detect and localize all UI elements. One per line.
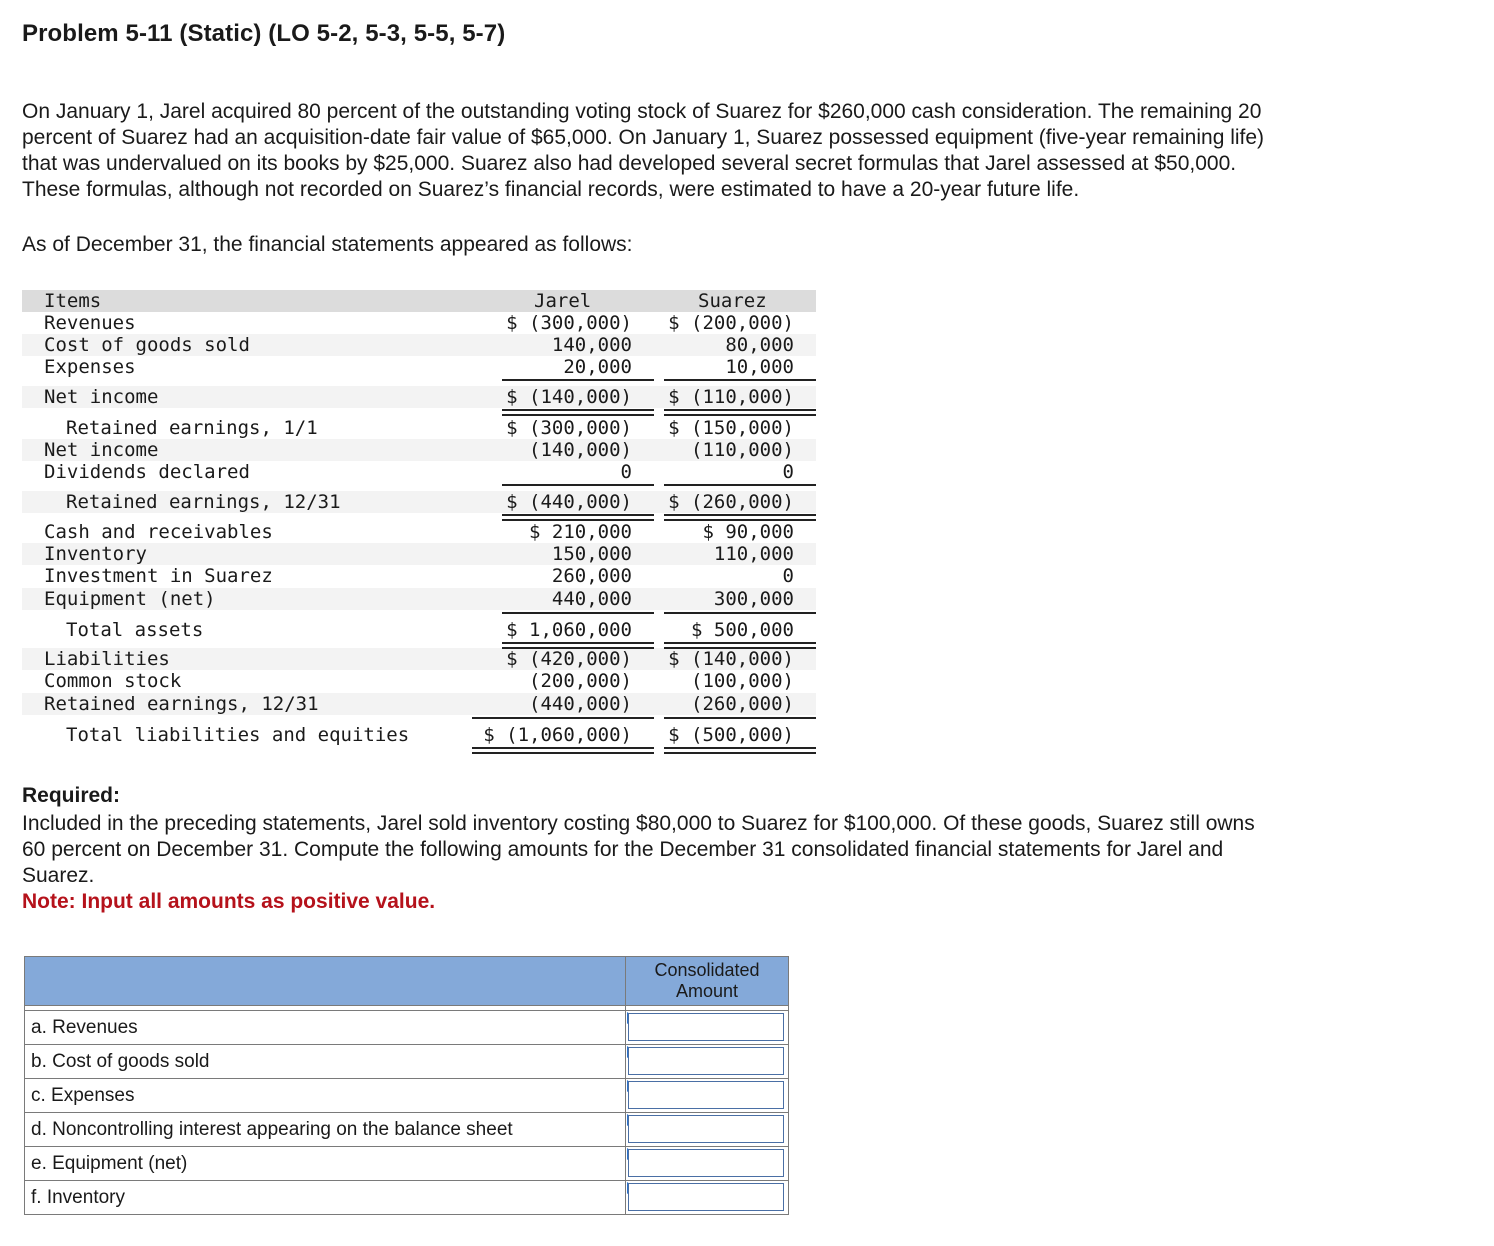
required-line: 60 percent on December 31. Compute the following amounts for the December 31 consolidated financial statements for Jarel and: [22, 838, 1224, 861]
total-rule: [502, 379, 654, 381]
double-rule: [502, 409, 654, 416]
intro-line: These formulas, although not recorded on Suarez’s financial records, were estimated to have a 20-year future life.: [22, 178, 1080, 201]
header-suarez: Suarez: [698, 290, 767, 312]
required-line: Suarez.: [22, 864, 95, 887]
suarez-value: 0: [782, 461, 794, 483]
suarez-value: $ (500,000): [668, 724, 794, 746]
answer-label: c. Expenses: [25, 1079, 626, 1113]
jarel-value: $ (140,000): [506, 386, 632, 408]
table-row: [22, 588, 816, 610]
table-row: [22, 312, 816, 334]
header-line: Consolidated: [654, 960, 760, 980]
table-row: [22, 356, 816, 378]
suarez-value: 300,000: [713, 588, 794, 610]
answer-row: [25, 1045, 789, 1079]
table-row: [22, 461, 816, 483]
jarel-value: $ (300,000): [506, 312, 632, 334]
row-label: Net income: [44, 439, 159, 461]
suarez-value: $ (150,000): [668, 417, 794, 439]
table-row: [22, 334, 816, 356]
answer-table: [24, 956, 789, 1215]
answer-cell: [626, 1113, 789, 1147]
total-rule: [664, 484, 816, 486]
total-rule: [664, 717, 816, 719]
double-rule: [472, 747, 654, 754]
total-rule: [664, 612, 816, 614]
jarel-value: 140,000: [551, 334, 632, 356]
jarel-value: $ (440,000): [506, 491, 632, 513]
jarel-value: 20,000: [563, 356, 632, 378]
answer-header-blank: [25, 957, 626, 1006]
answer-label: e. Equipment (net): [25, 1147, 626, 1181]
suarez-value: 0: [782, 565, 794, 587]
statements-header-row: [22, 290, 816, 312]
answer-row: [25, 1113, 789, 1147]
table-row: [22, 521, 816, 543]
suarez-value: $ (260,000): [668, 491, 794, 513]
suarez-value: $ 500,000: [691, 619, 794, 641]
jarel-value: $ (420,000): [506, 648, 632, 670]
table-row: [22, 670, 816, 692]
row-label: Cost of goods sold: [44, 334, 250, 356]
jarel-value: (140,000): [529, 439, 632, 461]
jarel-value: (440,000): [529, 693, 632, 715]
row-label: Total liabilities and equities: [66, 724, 410, 746]
answer-cell: [626, 1181, 789, 1215]
jarel-value: 0: [620, 461, 632, 483]
answer-label: f. Inventory: [25, 1181, 626, 1215]
table-row: [22, 693, 816, 715]
answer-label: d. Noncontrolling interest appearing on the balance sheet: [25, 1113, 626, 1147]
expenses-input[interactable]: [628, 1081, 784, 1109]
header-items: Items: [44, 290, 102, 312]
jarel-value: $ 210,000: [529, 521, 632, 543]
equipment-net-input[interactable]: [628, 1149, 784, 1177]
jarel-value: $ (1,060,000): [483, 724, 632, 746]
row-label: Net income: [44, 386, 159, 408]
required-text: [22, 811, 1442, 889]
table-row: [22, 724, 816, 746]
row-label: Expenses: [44, 356, 136, 378]
answer-row: [25, 1147, 789, 1181]
row-label: Inventory: [44, 543, 147, 565]
answer-cell: [626, 1045, 789, 1079]
table-row: [22, 648, 816, 670]
double-rule: [664, 747, 816, 754]
jarel-value: 260,000: [551, 565, 632, 587]
problem-intro: [22, 99, 1462, 203]
as-of-text: As of December 31, the financial statements appeared as follows:: [22, 233, 633, 256]
header-line: Amount: [675, 981, 739, 1001]
answer-label: b. Cost of goods sold: [25, 1045, 626, 1079]
row-label: Total assets: [66, 619, 204, 641]
suarez-value: (260,000): [691, 693, 794, 715]
total-rule: [664, 379, 816, 381]
inventory-input[interactable]: [628, 1183, 784, 1211]
suarez-value: (110,000): [691, 439, 794, 461]
required-line: Included in the preceding statements, Jarel sold inventory costing $80,000 to Suarez for $100,000. Of these goods, Suarez still owns: [22, 812, 1255, 835]
cost-of-goods-sold-input[interactable]: [628, 1047, 784, 1075]
revenues-input[interactable]: [628, 1013, 784, 1041]
answer-cell: [626, 1147, 789, 1181]
answer-row: [25, 1181, 789, 1215]
noncontrolling-interest-input[interactable]: [628, 1115, 784, 1143]
jarel-value: (200,000): [529, 670, 632, 692]
row-label: Investment in Suarez: [44, 565, 273, 587]
double-rule: [664, 642, 816, 649]
double-rule: [502, 642, 654, 649]
row-label: Retained earnings, 12/31: [66, 491, 341, 513]
answer-header-row: [25, 957, 789, 1006]
double-rule: [664, 514, 816, 521]
total-rule: [502, 612, 654, 614]
table-row: [22, 565, 816, 587]
row-label: Equipment (net): [44, 588, 216, 610]
suarez-value: 80,000: [725, 334, 794, 356]
table-row: [22, 439, 816, 461]
table-row: [22, 543, 816, 565]
page-title: Problem 5-11 (Static) (LO 5-2, 5-3, 5-5, 5-7): [22, 20, 506, 47]
answer-row: [25, 1011, 789, 1045]
intro-line: that was undervalued on its books by $25,000. Suarez also had developed several secret formulas that Jarel assessed at $50,000.: [22, 152, 1237, 175]
row-label: Retained earnings, 12/31: [44, 693, 319, 715]
suarez-value: $ (140,000): [668, 648, 794, 670]
row-label: Cash and receivables: [44, 521, 273, 543]
table-row: [22, 491, 816, 513]
answer-row: [25, 1079, 789, 1113]
suarez-value: $ (110,000): [668, 386, 794, 408]
total-rule: [472, 717, 654, 719]
consolidated-amount-header: [626, 957, 789, 1006]
suarez-value: 10,000: [725, 356, 794, 378]
header-jarel: Jarel: [534, 290, 592, 312]
jarel-value: $ 1,060,000: [506, 619, 632, 641]
required-heading: Required:: [22, 784, 121, 807]
suarez-value: (100,000): [691, 670, 794, 692]
row-label: Common stock: [44, 670, 182, 692]
suarez-value: $ (200,000): [668, 312, 794, 334]
intro-line: percent of Suarez had an acquisition-date fair value of $65,000. On January 1, Suarez possessed equipment (five-year remaining life): [22, 126, 1265, 149]
answer-cell: [626, 1079, 789, 1113]
row-label: Dividends declared: [44, 461, 250, 483]
suarez-value: $ 90,000: [702, 521, 794, 543]
table-row: [22, 417, 816, 439]
suarez-value: 110,000: [713, 543, 794, 565]
row-label: Retained earnings, 1/1: [66, 417, 318, 439]
row-label: Liabilities: [44, 648, 170, 670]
input-note: Note: Input all amounts as positive value.: [22, 890, 436, 913]
jarel-value: $ (300,000): [506, 417, 632, 439]
jarel-value: 440,000: [551, 588, 632, 610]
double-rule: [502, 514, 654, 521]
answer-cell: [626, 1011, 789, 1045]
row-label: Revenues: [44, 312, 136, 334]
intro-line: On January 1, Jarel acquired 80 percent of the outstanding voting stock of Suarez for $260,000 cash consideration. The remaining 20: [22, 100, 1262, 123]
table-row: [22, 619, 816, 641]
table-row: [22, 386, 816, 408]
double-rule: [664, 409, 816, 416]
total-rule: [502, 484, 654, 486]
answer-label: a. Revenues: [25, 1011, 626, 1045]
jarel-value: 150,000: [551, 543, 632, 565]
